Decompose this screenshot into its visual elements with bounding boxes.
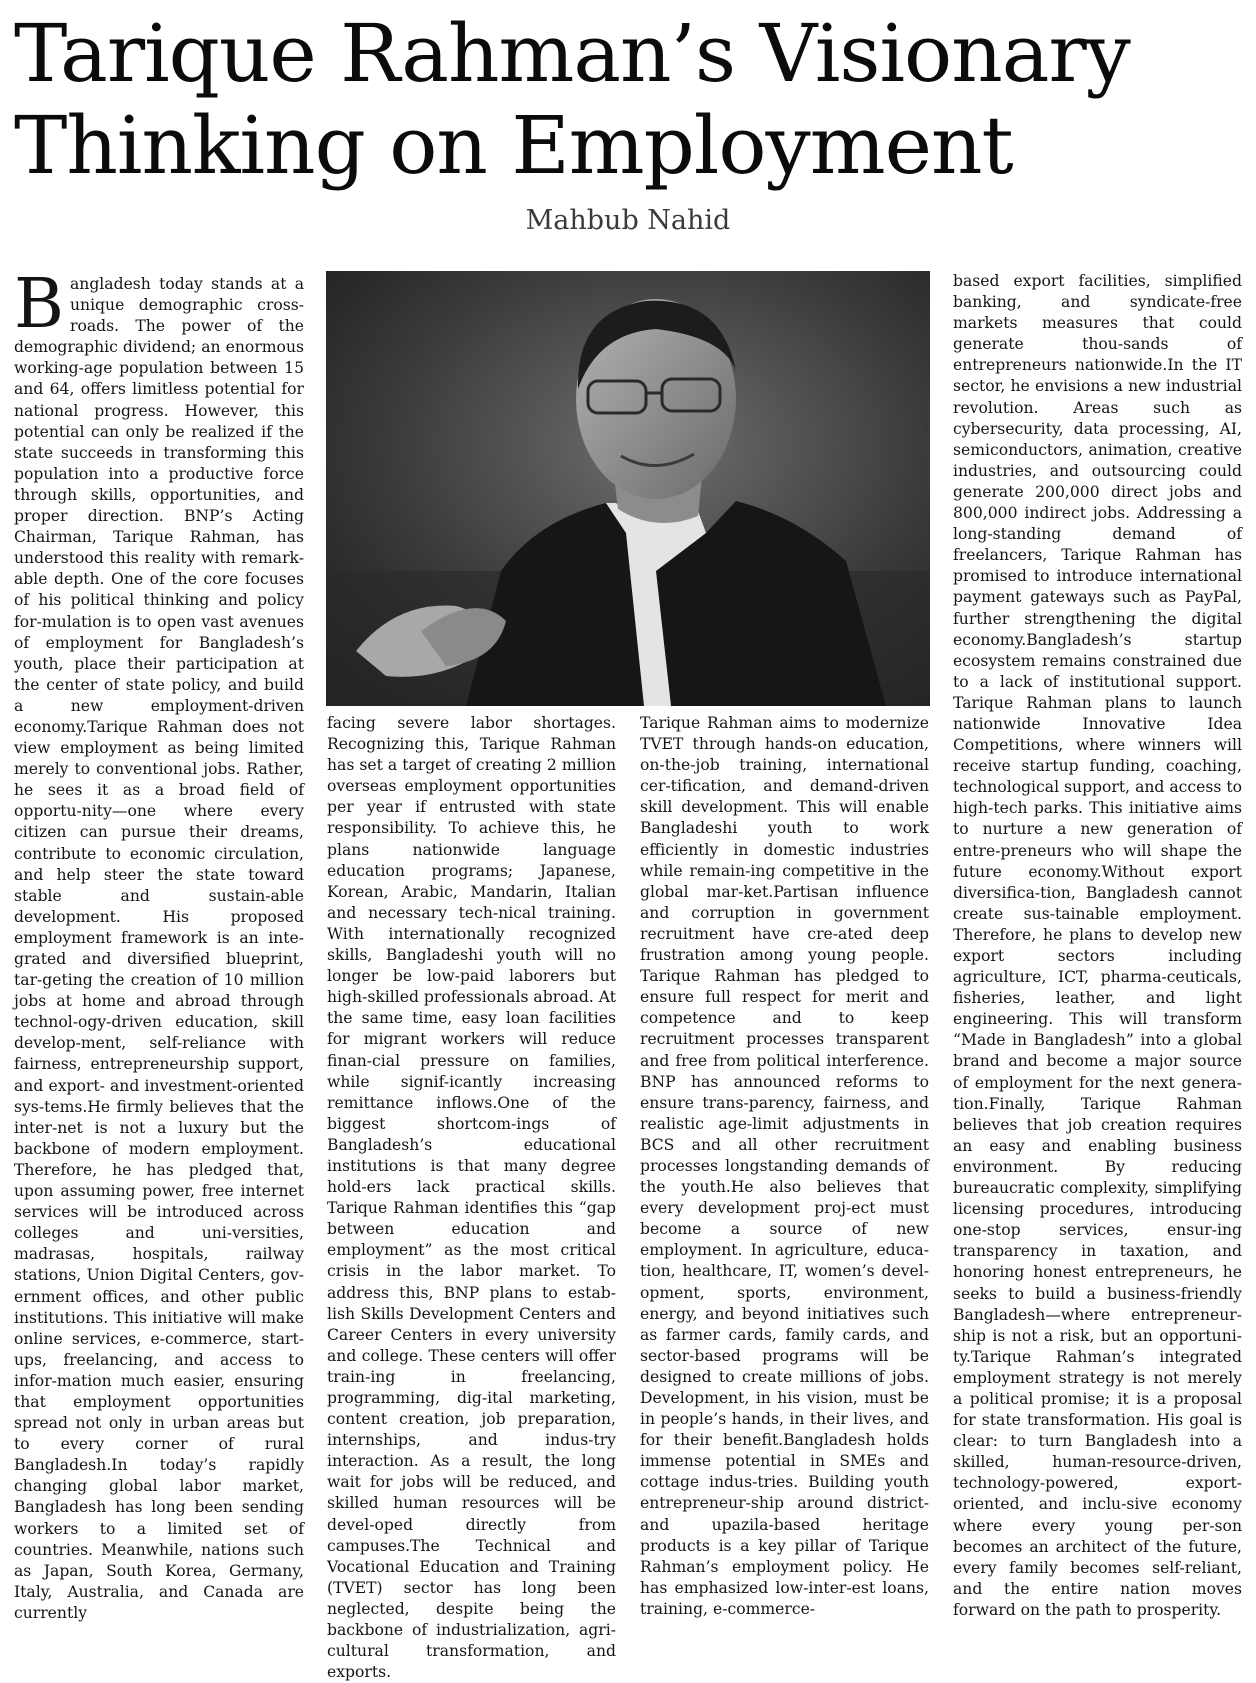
article-column-3: Tarique Rahman aims to modernize TVET through hands-on education, on-the-job training, international cer-tification, and demand-driven skill development. This will enable Bangladeshi youth to work efficiently in domestic industries while remain-ing competitive in the global mar-ket.Partisan influence and corruption in government recruitment have cre-ated deep frustration among young people. Tarique Rahman has pledged to ensure full respect for merit and competence and to keep recruitment processes transparent and free from political interference. BNP has announced reforms to ensure trans-parency, fairness, and realistic age-limit adjustments in BCS and all other recruitment processes longstanding demands of the youth.He also believes that every development proj-ect must become a source of new employment. In agriculture, educa-tion, healthcare, IT, women’s devel-opment, sports, environment, energy, and beyond initiatives such as farmer cards, family cards, and sector-based programs will be designed to create millions of jobs. Development, in his vision, must be in people’s hands, in their lives, and for their benefit.Bangladesh holds immense potential in SMEs and cottage indus-tries. Building youth entrepreneur-ship around district- and upazila-based heritage products is a key pillar of Tarique Rahman’s employment policy. He has emphasized low-inter-est loans, training, e-commerce- xyxy=(640,714,929,1618)
article-column-4: based export facilities, simplified banking, and syndicate-free markets measures that could generate thou-sands of entrepreneurs nationwide.In the IT sector, he envisions a new industrial revolution. Areas such as cybersecurity, data processing, AI, semiconductors, animation, creative industries, and outsourcing could generate 200,000 direct jobs and 800,000 indirect jobs. Addressing a long-standing demand of freelancers, Tarique Rahman has promised to introduce international payment gateways such as PayPal, further strengthening the digital economy.Bangladesh’s startup ecosystem remains constrained due to a lack of institutional support. Tarique Rahman plans to launch nationwide Innovative Idea Competitions, where winners will receive startup funding, coaching, technological support, and access to high-tech parks. This initiative aims to nurture a new generation of entre-preneurs who will shape the future economy.Without export diversifica-tion, Bangladesh cannot create sus-tainable employment. Therefore, he plans to develop new export sectors including agriculture, ICT, pharma-ceuticals, fisheries, leather, and light engineering. This will transform “Made in Bangladesh” into a global brand and become a major source of employment for the next genera-tion.Finally, Tarique Rahman believes that job creation requires an easy and enabling business environment. By reducing bureaucratic complexity, simplifying licensing procedures, introducing one-stop services, ensur-ing transparency in taxation, and honoring honest entrepreneurs, he seeks to build a business-friendly Bangladesh—where entrepreneur-ship is not a risk, but an opportuni-ty.Tarique Rahman’s integrated employment strategy is not merely a political promise; it is a proposal for state transformation. His goal is clear: to turn Bangladesh into a skilled, human-resource-driven, technology-powered, export-oriented, and inclu-sive economy where every young per-son becomes an architect of the future, every family becomes self-reliant, and the entire nation moves forward on the path to prosperity. xyxy=(953,272,1242,1619)
portrait-photo xyxy=(326,271,930,706)
article-column-1 xyxy=(14,265,304,1622)
article-title: Tarique Rahman’s Visionary Thinking on Employment xyxy=(14,7,1130,192)
article-column-2: facing severe labor shortages. Recognizing this, Tarique Rahman has set a target of creating 2 million overseas employment opportunities per year if entrusted with state responsibility. To achieve this, he plans nationwide language education programs; Japanese, Korean, Arabic, Mandarin, Italian and necessary tech-nical training. With internationally recognized skills, Bangladeshi youth will no longer be low-paid laborers but high-skilled professionals abroad. At the same time, easy loan facilities for migrant workers will reduce finan-cial pressure on families, while signif-icantly increasing remittance inflows.One of the biggest shortcom-ings of Bangladesh’s educational institutions is that many degree hold-ers lack practical skills. Tarique Rahman identifies this “gap between education and employment” as the most critical crisis in the labor market. To address this, BNP plans to estab-lish Skills Development Centers and Career Centers in every university and college. These centers will offer train-ing in freelancing, programming, dig-ital marketing, content creation, job preparation, internships, and indus-try interaction. As a result, the long wait for jobs will be reduced, and skilled human resources will be devel-oped directly from campuses.The Technical and Vocational Education and Training (TVET) sector has long been neglected, despite being the backbone of industrialization, agri-cultural transformation, and exports. xyxy=(327,714,616,1682)
column-1-text: angladesh today stands at a unique demographic cross-roads. The power of the demographic dividend; an enormous working-age population between 15 and 64, offers limitless potential for national progress. However, this potential can only be realized if the state succeeds in transforming this population into a productive force through skills, opportunities, and proper direction. BNP’s Acting Chairman, Tarique Rahman, has understood this reality with remark-able depth. One of the core focuses of his political thinking and policy for-mulation is to open vast avenues of employment for Bangladesh’s youth, place their participation at the center of state policy, and build a new employment-driven economy.Tarique Rahman does not view employment as being limited merely to conventional jobs. Rather, he sees it as a broad field of opportu-nity—one where every citizen can pursue their dreams, contribute to economic circulation, and help steer the state toward stable and sustain-able development. His proposed employment framework is an inte-grated and diversified blueprint, tar-geting the creation of 10 million jobs at home and abroad through technol-ogy-driven education, skill develop-ment, self-reliance with fairness, entrepreneurship support, and export- and investment-oriented sys-tems.He firmly believes that the inter-net is not a luxury but the backbone of modern employment. Therefore, he has pledged that, upon assuming power, free internet services will be introduced across colleges and uni-versities, madrasas, hospitals, railway stations, Union Digital Centers, gov-ernment offices, and other public institutions. This initiative will make online services, e-commerce, start-ups, freelancing, and access to infor-mation much easier, ensuring that employment opportunities spread not only in urban areas but to every corner of rural Bangladesh.In today’s rapidly changing global labor market, Bangladesh has long been sending workers to a limited set of countries. Meanwhile, nations such as Japan, South Korea, Germany, Italy, Australia, and Canada are currently xyxy=(14,275,304,1622)
portrait-photo-icon xyxy=(326,271,930,706)
drop-cap: B xyxy=(14,265,64,344)
author-byline: Mahbub Nahid xyxy=(525,205,731,236)
